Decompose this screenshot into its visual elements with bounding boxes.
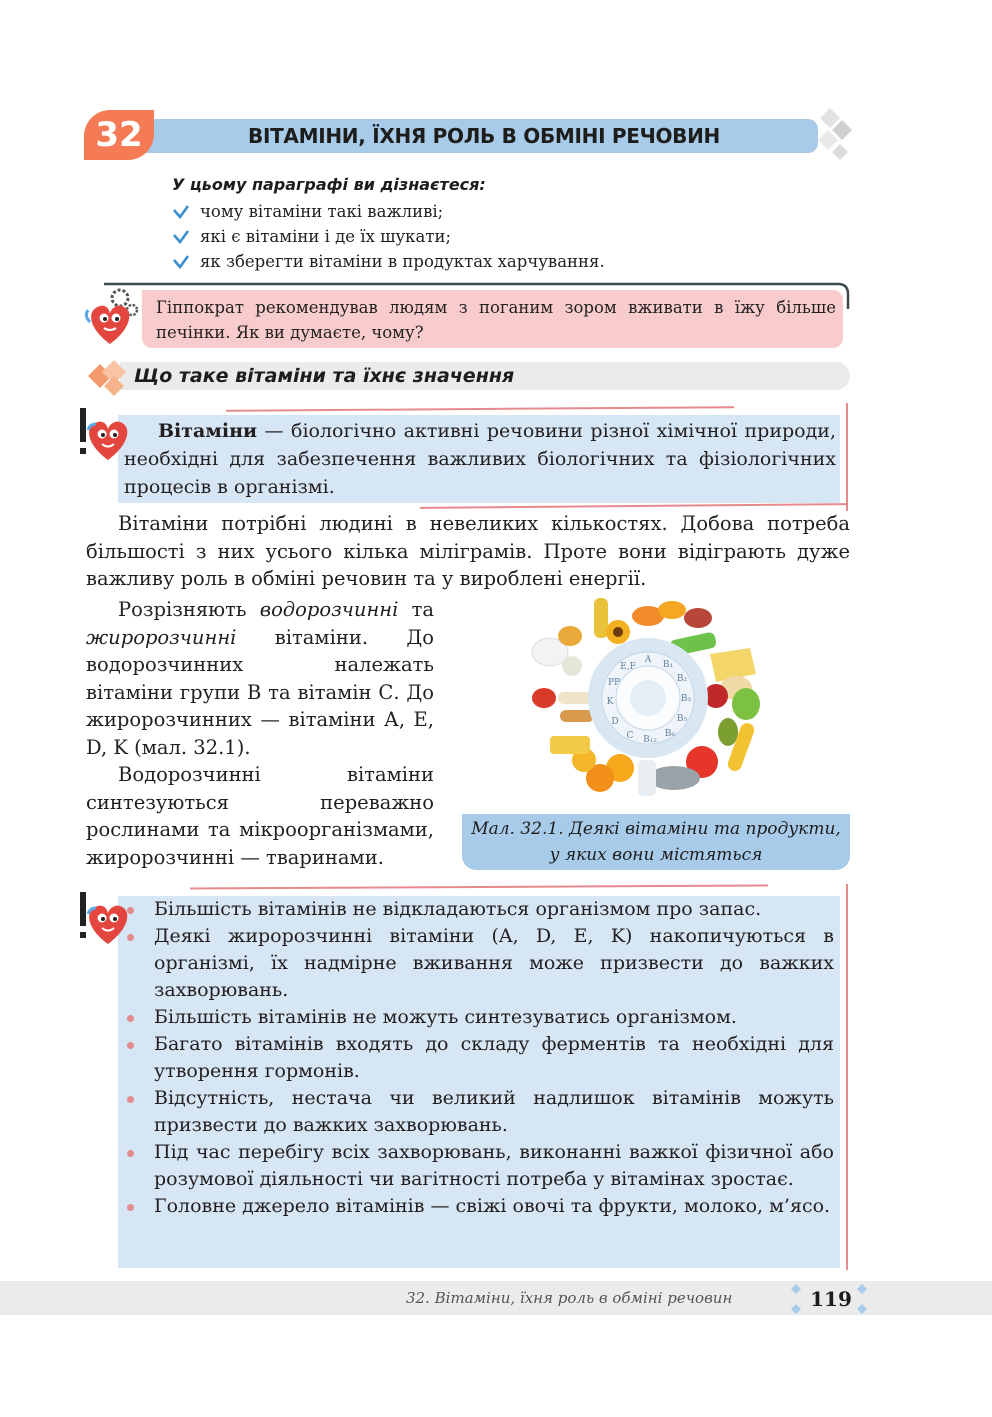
decorative-rule <box>846 884 848 1270</box>
vitamin-label: A <box>644 655 652 665</box>
fact-item: Більшість вітамінів не можуть синтезуватись організмом. <box>124 1004 834 1031</box>
chapter-number-badge: 32 <box>84 110 154 160</box>
chapter-title: ВІТАМІНИ, ЇХНЯ РОЛЬ В ОБМІНІ РЕЧОВИН <box>248 124 720 148</box>
text-run: вітаміни. До водорозчинних належать вітаміни групи В та вітамін С. До жиророзчинних — вітаміни А, Е, D, K (мал. 32.1). <box>86 625 434 759</box>
vitamin-label: K <box>606 697 614 707</box>
attention-heart-mascot-icon <box>72 404 130 464</box>
section-title: Що таке вітаміни та їхнє значення <box>134 365 515 387</box>
fact-item: Відсутність, нестача чи великий надлишок вітамінів можуть призвести до важких захворювань. <box>124 1085 834 1139</box>
learning-goal-item <box>172 224 605 249</box>
text-run: та <box>398 598 434 621</box>
vitamin-label: C <box>626 731 634 741</box>
vitamin-label: E,F <box>620 662 636 672</box>
figure-caption: Мал. 32.1. Деякі вітаміни та продукти, у яких вони містяться <box>471 819 841 865</box>
attention-heart-mascot-icon <box>72 888 130 948</box>
learning-goal-item <box>172 199 605 224</box>
decorative-rule <box>226 406 734 412</box>
checkmark-icon <box>172 230 190 244</box>
decorative-rule <box>190 884 768 889</box>
learning-goal-text: як зберегти вітаміни в продуктах харчування. <box>200 252 605 271</box>
vitamin-label: B₆ <box>664 729 676 739</box>
question-text: Гіппократ рекомендував людям з поганим зором вживати в їжу більше печінки. Як ви думаєте, чому? <box>156 298 836 342</box>
learning-goal-item <box>172 249 605 274</box>
decorative-rule <box>846 403 848 511</box>
decorative-diamonds-icon <box>816 108 856 166</box>
vitamin-label: B₁ <box>662 660 674 670</box>
learning-goal-text: чому вітаміни такі важливі; <box>200 202 444 221</box>
key-facts-list <box>124 896 834 1220</box>
definition-body: — біологічно активні речовини різної хімічної природи, необхідні для забезпечення важливих біологічних та фізіологічних процесів в організмі. <box>124 420 836 498</box>
emphasis-term: жиророзчинні <box>86 625 237 649</box>
checkmark-icon <box>172 205 190 219</box>
vitamin-label: B₁₂ <box>643 735 657 745</box>
vitamin-label: B₃ <box>680 694 692 704</box>
body-column-text <box>86 596 434 871</box>
section-diamonds-icon <box>86 356 130 396</box>
fact-item: Більшість вітамінів не відкладаються організмом про запас. <box>124 896 834 923</box>
vitamin-label: PP <box>607 678 621 688</box>
intro-heading: У цьому параграфі ви дізнаєтеся: <box>172 175 486 194</box>
decorative-rule <box>420 503 846 509</box>
vitamin-label: B₂ <box>676 674 688 684</box>
learning-goal-text: які є вітаміни і де їх шукати; <box>200 227 452 246</box>
body-paragraph: Водорозчинні вітаміни синтезуються переважно рослинами та мікроорганізмами, жиророзчинні — тваринами. <box>86 763 434 869</box>
vitamin-label: B₅ <box>676 714 688 724</box>
thinking-heart-mascot-icon <box>82 288 140 348</box>
text-run: Розрізняють <box>118 598 260 621</box>
definition-text <box>124 417 836 501</box>
fact-item: Під час перебігу всіх захворювань, виконанні важкої фізичної або розумової діяльності чи вагітності потреба у вітамінах зростає. <box>124 1139 834 1193</box>
fact-item: Багато вітамінів входять до складу ферментів та необхідні для утворення гормонів. <box>124 1031 834 1085</box>
vitamin-label: D <box>611 717 619 727</box>
emphasis-term: водорозчинні <box>259 598 399 621</box>
vitamin-food-wheel-illustration <box>520 592 772 814</box>
checkmark-icon <box>172 255 190 269</box>
fact-item: Деякі жиророзчинні вітаміни (A, D, E, K) накопичуються в організмі, їх надмірне вживання може призвести до важких захворювань. <box>124 923 834 1004</box>
body-paragraph: Вітаміни потрібні людині в невеликих кількостях. Добова потреба більшості з них усього кілька міліграмів. Проте вони відіграють дуже важливу роль в обміні речовин та у вироблені енергії. <box>86 512 850 590</box>
fact-item: Головне джерело вітамінів — свіжі овочі та фрукти, молоко, м’ясо. <box>124 1193 834 1220</box>
page-number: 119 <box>810 1287 852 1311</box>
running-title: 32. Вітаміни, їхня роль в обміні речовин <box>406 1289 733 1307</box>
body-paragraph <box>86 596 434 761</box>
definition-term: Вітаміни <box>158 420 258 442</box>
learning-goals-list <box>172 199 605 274</box>
